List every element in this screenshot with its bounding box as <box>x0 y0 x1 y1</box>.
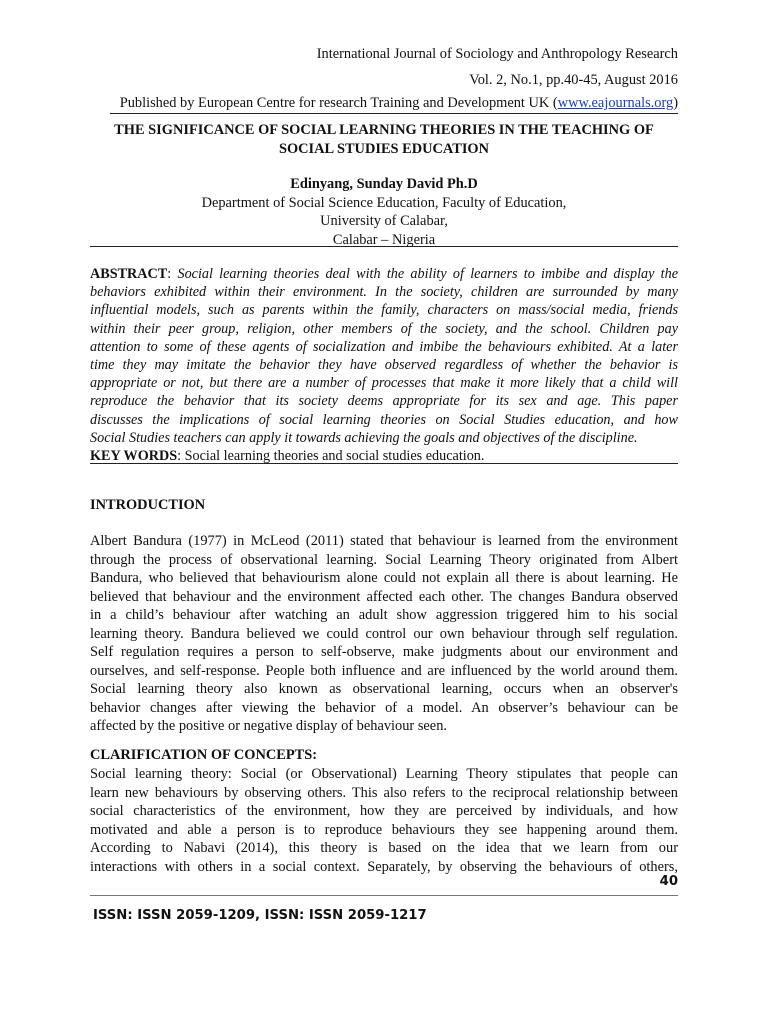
clarification-body <box>90 765 678 876</box>
abstract-line: influential models, such as parents within the family, characters on mass/social media, friends <box>90 302 678 319</box>
intro-line: learning theory. Bandura believed we could control our own behaviour through self regulation. <box>90 625 678 642</box>
publisher-suffix: ) <box>673 95 678 111</box>
abstract-bottom-rule <box>90 463 678 464</box>
header-rule <box>110 113 678 114</box>
abstract-line: behaviors exhibited within their environment. In the society, children are surrounded by many <box>90 284 678 301</box>
abstract-line: appropriate or not, but there are a number of processes that make it more likely that a child will <box>90 375 678 392</box>
abstract-label: ABSTRACT <box>90 266 168 282</box>
clarification-line: interactions with others in a social context. Separately, by observing the behaviours of others, <box>90 858 678 875</box>
issn-footer: ISSN: ISSN 2059-1209, ISSN: ISSN 2059-1217 <box>93 908 427 923</box>
intro-line: Albert Bandura (1977) in McLeod (2011) stated that behaviour is learned from the environment <box>90 533 678 549</box>
clarification-line: learn new behaviours by observing others. This also refers to the reciprocal relationship between <box>90 784 678 801</box>
abstract-line: reproduce the behavior that its society deems appropriate for its sex and age. This paper <box>90 393 678 410</box>
author-location: Calabar – Nigeria <box>332 231 436 248</box>
intro-line: believed that behaviour and the environment affected each other. The changes Bandura observed <box>90 588 678 605</box>
abstract-line <box>90 265 678 283</box>
author-department: Department of Social Science Education, Faculty of Education, <box>201 194 567 211</box>
abstract-text: Social learning theories deal with the ability of learners to imbibe and display the <box>177 266 678 282</box>
abstract-line: time they may imitate the behavior they have observed regardless of whether the behavior is <box>90 357 678 374</box>
intro-line: behavior changes after viewing the behavior of a model. An observer’s behaviour can be <box>90 699 678 716</box>
intro-line: through the process of observational learning. Social Learning Theory originated from Albert <box>90 551 678 568</box>
footer-rule <box>90 895 678 896</box>
publisher-line <box>110 93 678 113</box>
publisher-text: Published by European Centre for research Training and Development UK ( <box>119 95 558 111</box>
volume-info: Vol. 2, No.1, pp.40-45, August 2016 <box>469 72 678 88</box>
author-name: Edinyang, Sunday David Ph.D <box>290 176 478 192</box>
intro-line: Social learning theory also known as observational learning, occurs when an observer's <box>90 681 678 697</box>
keywords-label: KEY WORDS <box>90 448 178 465</box>
author-university: University of Calabar, <box>320 213 448 229</box>
abstract-top-rule <box>90 246 678 247</box>
abstract-block <box>90 265 678 465</box>
introduction-heading: INTRODUCTION <box>90 497 206 513</box>
abstract-line: attention to some of these agents of socialization and imbibe the behaviours exhibited. At a later <box>90 338 678 355</box>
intro-line: ourselves, and self-response. People both influence and are influenced by the world around them. <box>90 662 678 679</box>
abstract-separator: : <box>167 266 178 282</box>
author-block <box>90 175 678 249</box>
title-line-2: SOCIAL STUDIES EDUCATION <box>278 140 490 157</box>
intro-line: Self regulation requires a person to self-observe, make judgments about our environment and <box>90 644 678 660</box>
keywords-text: : Social learning theories and social studies education. <box>177 448 485 465</box>
journal-name: International Journal of Sociology and Anthropology Research <box>316 46 678 62</box>
clarification-line: motivated and able a person is to reproduce behaviours they see happening around them. <box>90 821 678 838</box>
paper-title <box>90 121 678 158</box>
abstract-line: within their peer group, religion, other members of the society, and the school. Children pay <box>90 320 678 337</box>
clarification-heading: CLARIFICATION OF CONCEPTS: <box>90 747 318 763</box>
abstract-line: discusses the implications of social learning theories on Social Studies education, and how <box>90 411 678 428</box>
abstract-line: Social Studies teachers can apply it towards achieving the goals and objectives of the discipline. <box>90 429 638 446</box>
page-number: 40 <box>659 874 678 889</box>
intro-line: Bandura, who believed that behaviourism alone could not explain all there is about learning. He <box>90 570 678 586</box>
title-line-1: THE SIGNIFICANCE OF SOCIAL LEARNING THEORIES IN THE TEACHING OF <box>114 122 654 138</box>
intro-line: affected by the positive or negative display of behaviour seen. <box>90 718 447 734</box>
journal-website-link[interactable]: www.eajournals.org <box>557 95 674 111</box>
clarification-line: social characteristics of the environment, how they are perceived by individuals, and how <box>90 803 678 819</box>
clarification-line: Social learning theory: Social (or Observational) Learning Theory stipulates that people can <box>90 766 678 782</box>
intro-line: in a child’s behaviour after watching an adult show aggression triggered him to his social <box>90 607 678 623</box>
introduction-body <box>90 532 678 736</box>
clarification-line: According to Nabavi (2014), this theory is based on the idea that we learn from our <box>90 840 678 856</box>
